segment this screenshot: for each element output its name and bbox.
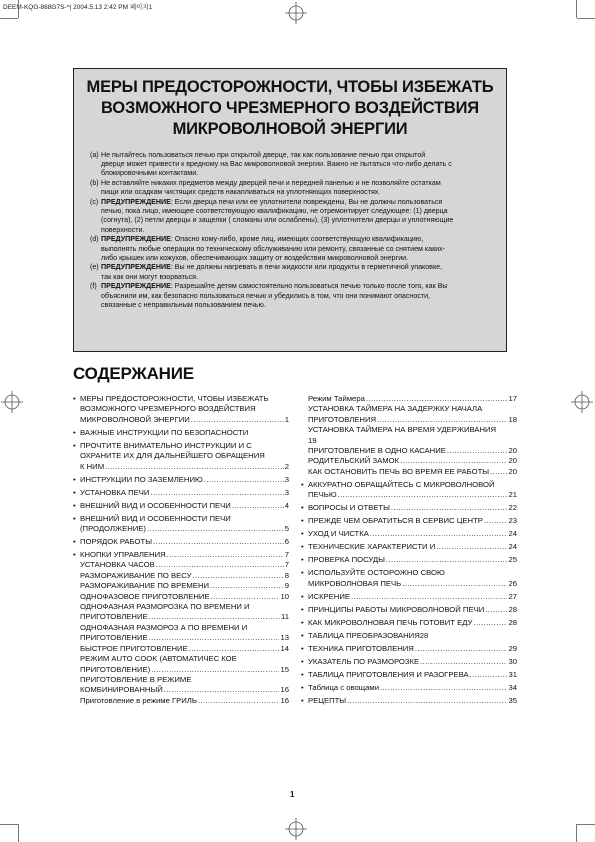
toc-entry-line	[308, 555, 517, 565]
toc-bullet: •	[73, 550, 76, 560]
toc-bullet: •	[301, 669, 304, 679]
toc-entry	[301, 467, 517, 477]
toc-entry-line	[80, 537, 289, 547]
toc-leader-dots	[191, 415, 284, 425]
precaution-line: либо крышек или кожухов, обеспечивающих защиту от воздействия микроволновой энергии.	[101, 253, 409, 262]
toc-entry-text: УСТАНОВКА ЧАСОВ	[80, 560, 155, 570]
toc-entry-line	[308, 670, 517, 680]
toc-entry	[301, 516, 517, 526]
toc-entry-text: УСТАНОВКА ТАЙМЕРА НА ЗАДЕРЖКУ НАЧАЛА	[308, 404, 483, 414]
toc-leader-dots	[386, 555, 507, 565]
toc-entry-text: КНОПКИ УПРАВЛЕНИЯ	[80, 550, 166, 560]
toc-entry	[73, 550, 289, 560]
page-number: 1	[290, 790, 295, 799]
toc-entry-text: ПРОЧТИТЕ ВНИМАТЕЛЬНО ИНСТРУКЦИИ И С	[80, 440, 252, 450]
toc-page-number: 10	[280, 591, 289, 601]
toc-page-number: 5	[284, 524, 289, 534]
toc-entry	[73, 623, 289, 644]
toc-entry	[73, 654, 289, 675]
toc-page-number: 28	[508, 617, 517, 627]
precaution-label: (a)	[90, 151, 99, 159]
precaution-item	[90, 151, 510, 179]
toc-page-number: 22	[508, 503, 517, 513]
precaution-item	[90, 263, 510, 281]
toc-entry-text: ПРИГОТОВЛЕНИЯ	[308, 414, 377, 424]
toc-entry-text: ТАБЛИЦА ПРЕОБРАЗОВАНИЯ28	[308, 630, 429, 640]
toc-page-number: 34	[508, 682, 517, 692]
toc-entry-text: ПРЕЖДЕ ЧЕМ ОБРАТИТЬСЯ В СЕРВИС ЦЕНТР	[308, 516, 483, 526]
toc-entry	[73, 560, 289, 570]
toc-page-number: 13	[280, 633, 289, 643]
toc-entry-text: УХОД И ЧИСТКА	[308, 529, 369, 539]
toc-entry-text: ВОЗМОЖНОГО ЧРЕЗМЕРНОГО ВОЗДЕЙСТВИЯ	[80, 404, 256, 414]
toc-leader-dots	[377, 415, 507, 425]
toc-entry	[301, 657, 517, 667]
crop-mark	[18, 824, 19, 842]
toc-page-number: 23	[508, 516, 517, 526]
toc-entry	[301, 394, 517, 404]
toc-entry-text: УКАЗАТЕЛЬ ПО РАЗМОРОЗКЕ	[308, 656, 420, 666]
toc-page-number: 24	[508, 542, 517, 552]
toc-entry-text: ИНСТРУКЦИИ ПО ЗАЗЕМЛЕНИЮ	[80, 474, 203, 484]
toc-leader-dots	[232, 501, 284, 511]
toc-leader-dots	[473, 618, 507, 628]
crop-mark	[18, 0, 19, 18]
toc-entry	[301, 446, 517, 456]
toc-entry-text: РАЗМОРАЖИВАНИЕ ПО ВРЕМЕНИ	[80, 581, 210, 591]
toc-entry-line	[308, 394, 517, 404]
toc-entry	[301, 683, 517, 693]
toc-entry-text: БЫСТРОЕ ПРИГОТОВЛЕНИЕ	[80, 643, 188, 653]
toc-entry-text: РЕЦЕПТЫ	[308, 695, 347, 705]
toc-entry	[301, 404, 517, 425]
toc-entry-text: МИКРОВОЛНОВОЙ ЭНЕРГИИ	[80, 414, 190, 424]
toc-bullet: •	[301, 555, 304, 565]
toc-leader-dots	[415, 644, 508, 654]
precaution-line: ПРЕДУПРЕЖДЕНИЕ: Разрешайте детям самостоятельно пользоваться печью только после того, как Вы	[101, 282, 448, 291]
toc-leader-dots	[153, 537, 284, 547]
toc-entry-text: Таблица с овощами	[308, 682, 379, 692]
precaution-text	[101, 282, 510, 310]
toc-entry-line	[308, 516, 517, 526]
precaution-text	[101, 198, 510, 235]
toc-bullet: •	[301, 529, 304, 539]
toc-entry	[301, 425, 517, 446]
toc-bullet: •	[73, 537, 76, 547]
toc-entry-line	[308, 644, 517, 654]
toc-entry-text: ПОРЯДОК РАБОТЫ	[80, 537, 152, 547]
toc-bullet: •	[301, 479, 304, 489]
toc-page-number: 16	[280, 695, 289, 705]
toc-entry-line	[308, 467, 517, 477]
toc-bullet: •	[73, 440, 76, 450]
toc-entry-text: ТЕХНИЧЕСКИЕ ХАРАКТЕРИСТИ И	[308, 542, 436, 552]
toc-page-number: 20	[508, 466, 517, 476]
toc-entry-text: КОМБИНИРОВАННЫЙ	[80, 685, 163, 695]
toc-entry-text: ИСПОЛЬЗУЙТЕ ОСТОРОЖНО СВОЮ	[308, 568, 445, 578]
toc-entry-text: ПРОВЕРКА ПОСУДЫ	[308, 555, 385, 565]
toc-leader-dots	[149, 612, 280, 622]
toc-entry	[73, 501, 289, 511]
toc-leader-dots	[167, 550, 284, 560]
toc-bullet: •	[73, 427, 76, 437]
toc-leader-dots	[447, 446, 508, 456]
toc-entry-text: (ПРОДОЛЖЕНИЕ)	[80, 524, 146, 534]
toc-entry-line	[80, 571, 289, 581]
toc-leader-dots	[490, 467, 507, 477]
toc-entry	[73, 644, 289, 654]
toc-entry-line	[80, 696, 289, 706]
toc-entry-text: ПРИГОТОВЛЕНИЕ)	[80, 664, 151, 674]
toc-entry	[73, 441, 289, 472]
toc-leader-dots	[211, 592, 280, 602]
precaution-label: (d)	[90, 235, 99, 244]
toc-entry-line	[308, 503, 517, 513]
toc-entry-text: ВНЕШНИЙ ВИД И ОСОБЕННОСТИ ПЕЧИ	[80, 500, 231, 510]
toc-entry-line	[80, 633, 289, 643]
precaution-item	[90, 198, 510, 235]
toc-bullet: •	[301, 591, 304, 601]
toc-entry-line	[80, 685, 289, 695]
crop-mark	[576, 0, 577, 18]
toc-page-number: 17	[508, 394, 517, 403]
toc-leader-dots	[147, 524, 284, 534]
toc-entry	[301, 503, 517, 513]
precaution-text	[101, 179, 510, 197]
precaution-label: (b)	[90, 179, 99, 188]
toc-page-number: 20	[508, 446, 517, 456]
toc-leader-dots	[189, 644, 280, 654]
precaution-text	[101, 263, 510, 281]
toc-entry-text: ВОПРОСЫ И ОТВЕТЫ	[308, 503, 390, 513]
toc-entry	[301, 605, 517, 615]
precaution-item	[90, 179, 510, 197]
toc-entry-line	[308, 542, 517, 552]
toc-page-number: 7	[284, 560, 289, 570]
toc-page-number: 9	[284, 581, 289, 591]
toc-entry-text: УСТАНОВКА ТАЙМЕРА НА ВРЕМЯ УДЕРЖИВАНИЯ	[308, 425, 497, 435]
toc-leader-dots	[351, 592, 507, 602]
toc-entry-line	[308, 605, 517, 615]
toc-entry-line	[80, 592, 289, 602]
toc-page-number: 30	[508, 656, 517, 666]
toc-page-number: 29	[508, 643, 517, 653]
toc-bullet: •	[301, 630, 304, 640]
toc-bullet: •	[301, 682, 304, 692]
toc-entry-line	[80, 644, 289, 654]
toc-leader-dots	[338, 490, 508, 500]
precaution-label: (f)	[90, 282, 97, 291]
toc-entry-text: ОХРАНИТЕ ИХ ДЛЯ ДАЛЬНЕЙШЕГО ОБРАЩЕНИЯ	[80, 451, 265, 461]
toc-leader-dots	[436, 542, 507, 552]
toc-bullet: •	[301, 643, 304, 653]
registration-mark-right	[571, 391, 593, 413]
toc-leader-dots	[204, 475, 284, 485]
crop-mark	[577, 824, 595, 825]
toc-entry-line	[308, 490, 517, 500]
toc-entry-text: ОДНОФАЗНАЯ РАЗМОРОЗКА ПО ВРЕМЕНИ И	[80, 602, 250, 612]
toc-bullet: •	[301, 516, 304, 526]
print-header-strip: DEEM-KQG-868G7S-^| 2004.5.13 2:42 PM 페이지1	[3, 4, 153, 11]
toc-entry	[73, 602, 289, 623]
toc-leader-dots	[210, 581, 284, 591]
registration-mark-bottom	[285, 818, 307, 840]
toc-entry-text: ОДНОФАЗНАЯ РАЗМОРОЗ А ПО ВРЕМЕНИ И	[80, 622, 248, 632]
toc-bullet: •	[301, 604, 304, 614]
toc-entry	[73, 394, 289, 425]
warning-keyword: ПРЕДУПРЕЖДЕНИЕ	[101, 198, 171, 207]
toc-entry-text: ПРИГОТОВЛЕНИЕ В РЕЖИМЕ	[80, 674, 192, 684]
toc-entry-text: МЕРЫ ПРЕДОСТОРОЖНОСТИ, ЧТОБЫ ИЗБЕЖАТЬ	[80, 394, 269, 403]
crop-mark	[576, 824, 577, 842]
toc-entry	[301, 631, 517, 641]
toc-leader-dots	[402, 579, 507, 589]
toc-entry	[301, 696, 517, 706]
toc-leader-dots	[380, 683, 507, 693]
toc-entry-line	[308, 446, 517, 456]
toc-entry	[301, 529, 517, 539]
toc-page-number: 20	[508, 456, 517, 466]
toc-entry-text: ИСКРЕНИЕ	[308, 591, 351, 601]
toc-entry-text: РОДИТЕЛЬСКИЙ ЗАМОК	[308, 456, 400, 466]
toc-entry-line	[308, 529, 517, 539]
precaution-item	[90, 235, 510, 263]
toc-title: СОДЕРЖАНИЕ	[73, 364, 194, 383]
precautions-title-line: ВОЗМОЖНОГО ЧРЕЗМЕРНОГО ВОЗДЕЙСТВИЯ	[101, 99, 479, 117]
toc-bullet: •	[73, 513, 76, 523]
toc-entry	[301, 542, 517, 552]
precautions-title-line: МЕРЫ ПРЕДОСТОРОЖНОСТИ, ЧТОБЫ ИЗБЕЖАТЬ	[86, 78, 494, 96]
toc-entry	[73, 428, 289, 438]
toc-entry-line	[80, 488, 289, 498]
toc-entry-line	[308, 415, 517, 425]
toc-page-number: 6	[284, 537, 289, 547]
toc-entry-text: ТЕХНИКА ПРИГОТОВЛЕНИЯ	[308, 643, 414, 653]
toc-entry-line	[80, 415, 289, 425]
toc-entry-line	[80, 665, 289, 675]
toc-entry-line	[308, 456, 517, 466]
toc-bullet: •	[73, 500, 76, 510]
toc-entry-text: К НИМ	[80, 461, 105, 471]
toc-entry-text: УСТАНОВКА ПЕЧИ	[80, 487, 150, 497]
precaution-line: поверхности.	[101, 225, 145, 234]
toc-page-number: 3	[284, 487, 289, 497]
toc-page-number: 16	[280, 685, 289, 695]
toc-entry	[73, 488, 289, 498]
toc-entry	[301, 670, 517, 680]
toc-entry-text: РЕЖИМ AUTO COOK (АВТОМАТИЧЕС КОЕ	[80, 654, 237, 664]
precautions-box	[73, 68, 507, 352]
toc-bullet: •	[301, 542, 304, 552]
toc-entry-line	[80, 550, 289, 560]
toc-entry-line	[80, 560, 289, 570]
toc-page-number: 26	[508, 578, 517, 588]
toc-leader-dots	[156, 560, 284, 570]
precaution-line: так как они могут взорваться.	[101, 272, 198, 281]
precautions-list	[90, 151, 510, 310]
toc-bullet: •	[73, 474, 76, 484]
toc-leader-dots	[420, 657, 507, 667]
toc-page-number: 35	[508, 695, 517, 705]
toc-leader-dots	[164, 685, 280, 695]
crop-mark	[0, 824, 18, 825]
toc-bullet: •	[301, 695, 304, 705]
toc-entry-line	[80, 475, 289, 485]
toc-page-number: 2	[284, 461, 289, 471]
toc-entry-text: ПРИГОТОВЛЕНИЕ	[80, 612, 148, 622]
toc-entry	[301, 480, 517, 501]
toc-entry	[301, 644, 517, 654]
toc-page-number: 3	[284, 474, 289, 484]
warning-keyword: ПРЕДУПРЕЖДЕНИЕ	[101, 263, 171, 272]
precaution-line: Не вставляйте никаких предметов между дверцей печи и передней панелью и не позволяйте остаткам	[101, 179, 441, 188]
precautions-title-line: МИКРОВОЛНОВОЙ ЭНЕРГИИ	[172, 120, 408, 138]
precaution-line: ПРЕДУПРЕЖДЕНИЕ: Вы не должны нагревать в печи жидкости или продукты в герметичной упаковке,	[101, 263, 443, 272]
toc-leader-dots	[485, 605, 507, 615]
toc-entry-text: ПРИГОТОВЛЕНИЕ	[80, 633, 148, 643]
precaution-item	[90, 282, 510, 310]
toc-entry	[73, 592, 289, 602]
toc-entry-line	[308, 592, 517, 602]
toc-entry-line	[308, 696, 517, 706]
toc-page-number: 1	[284, 414, 289, 424]
toc-leader-dots	[151, 665, 279, 675]
toc-entry-line	[308, 579, 517, 589]
toc-leader-dots	[347, 696, 507, 706]
toc-column-left	[73, 394, 289, 706]
toc-entry	[301, 568, 517, 589]
crop-mark	[577, 18, 595, 19]
toc-page-number: 4	[284, 500, 289, 510]
toc-bullet: •	[73, 394, 76, 403]
toc-entry-text: Режим Таймера	[308, 394, 365, 403]
toc-entry	[301, 592, 517, 602]
toc-entry-line	[80, 612, 289, 622]
toc-entry	[73, 675, 289, 696]
toc-column-right	[301, 394, 517, 709]
precaution-line: ПРЕДУПРЕЖДЕНИЕ: Опасно кому-либо, кроме лиц, имеющих соответствующую квалификацию,	[101, 235, 424, 244]
toc-page-number: 14	[280, 643, 289, 653]
toc-entry	[73, 696, 289, 706]
toc-page-number: 8	[284, 570, 289, 580]
toc-leader-dots	[484, 516, 508, 526]
toc-leader-dots	[198, 696, 280, 706]
precaution-line: (согнута), (2) петли дверцы и защелки ( сломаны или ослаблены), (3) уплотнители дверцы и уплотняющие	[101, 216, 454, 225]
precaution-line: пищи или осадкам чистящих средств накапливаться на уплотняющих поверхностях.	[101, 188, 381, 197]
toc-bullet: •	[301, 656, 304, 666]
toc-entry-text: 19	[308, 435, 317, 445]
toc-entry-text: ПЕЧЬЮ	[308, 490, 337, 500]
precaution-line: печью, пока лицо, имеющее соответствующую квалификацию, не отремонтирует следующее: (1) дверца	[101, 207, 448, 216]
toc-page-number: 21	[508, 490, 517, 500]
precaution-line: выполнять любые операции по техническому обслуживанию или ремонту, связанные со снятием каких-	[101, 244, 446, 253]
toc-entry-line	[308, 657, 517, 667]
toc-entry	[73, 581, 289, 591]
toc-entry-text: КАК МИКРОВОЛНОВАЯ ПЕЧЬ ГОТОВИТ ЕДУ	[308, 617, 473, 627]
warning-keyword: ПРЕДУПРЕЖДЕНИЕ	[101, 235, 171, 244]
toc-entry-line	[308, 618, 517, 628]
precaution-line: связанные с неправильным пользованием печью.	[101, 300, 266, 309]
toc-entry-text: ПРИНЦИПЫ РАБОТЫ МИКРОВОЛНОВОЙ ПЕЧИ	[308, 604, 485, 614]
toc-leader-dots	[370, 529, 508, 539]
toc-leader-dots	[105, 462, 284, 472]
toc-entry-text: ТАБЛИЦА ПРИГОТОВЛЕНИЯ И РАЗОГРЕВА	[308, 669, 469, 679]
toc-entry	[301, 555, 517, 565]
toc-leader-dots	[150, 488, 283, 498]
toc-page-number: 7	[284, 550, 289, 560]
toc-entry-line	[80, 581, 289, 591]
toc-entry-text: ВНЕШНИЙ ВИД И ОСОБЕННОСТИ ПЕЧИ	[80, 513, 231, 523]
toc-bullet: •	[73, 487, 76, 497]
toc-leader-dots	[400, 456, 507, 466]
precaution-text	[101, 151, 510, 179]
toc-bullet: •	[301, 617, 304, 627]
toc-entry-line	[308, 683, 517, 693]
precaution-label: (e)	[90, 263, 99, 272]
toc-page-number: 15	[280, 664, 289, 674]
toc-entry-line	[80, 462, 289, 472]
toc-entry	[73, 514, 289, 535]
precaution-text	[101, 235, 510, 263]
toc-leader-dots	[149, 633, 280, 643]
toc-entry	[73, 571, 289, 581]
precaution-line: объяснили им, как безопасно пользоваться печью и убедились в том, что они понимают опасности,	[101, 291, 431, 300]
precaution-line: блокировочными контактами.	[101, 169, 199, 178]
toc-page-number: 11	[281, 612, 289, 622]
toc-leader-dots	[192, 571, 283, 581]
toc-entry-line	[80, 501, 289, 511]
toc-leader-dots	[366, 394, 508, 404]
toc-bullet: •	[301, 568, 304, 578]
toc-entry-text: МИКРОВОЛНОВАЯ ПЕЧЬ	[308, 578, 402, 588]
toc-entry-text: РАЗМОРАЖИВАНИЕ ПО ВЕСУ	[80, 570, 192, 580]
toc-entry-text: ОДНОФАЗОВОЕ ПРИГОТОВЛЕНИЕ	[80, 591, 210, 601]
toc-leader-dots	[391, 503, 508, 513]
toc-entry-text: АККУРАТНО ОБРАЩАЙТЕСЬ С МИКРОВОЛНОВОЙ	[308, 479, 495, 489]
warning-keyword: ПРЕДУПРЕЖДЕНИЕ	[101, 282, 171, 291]
toc-page-number: 27	[508, 591, 517, 601]
toc-page-number: 18	[508, 414, 517, 424]
toc-entry	[301, 456, 517, 466]
toc-entry-text: Приготовление в режиме ГРИЛЬ	[80, 695, 197, 705]
toc-entry-text: ВАЖНЫЕ ИНСТРУКЦИИ ПО БЕЗОПАСНОСТИ	[80, 427, 249, 437]
toc-page-number: 31	[508, 669, 517, 679]
toc-entry-text: ПРИГОТОВЛЕНИЕ В ОДНО КАСАНИЕ	[308, 446, 446, 456]
toc-bullet: •	[301, 503, 304, 513]
precautions-title	[74, 77, 506, 140]
toc-page-number: 24	[508, 529, 517, 539]
precaution-label: (c)	[90, 198, 99, 207]
toc-entry	[73, 537, 289, 547]
registration-mark-left	[1, 391, 23, 413]
toc-page-number: 28	[508, 604, 517, 614]
precaution-line: дверце может привести к вредному на Вас микроволновой энергии. Важно не пытаться что-либо делать с	[101, 160, 452, 169]
crop-mark	[0, 18, 18, 19]
toc-entry-text: КАК ОСТАНОВИТЬ ПЕЧЬ ВО ВРЕМЯ ЕЕ РАБОТЫ	[308, 466, 490, 476]
precaution-line: ПРЕДУПРЕЖДЕНИЕ: Если дверца печи или ее уплотнители повреждены, Вы не должны пользоваться	[101, 198, 443, 207]
toc-leader-dots	[470, 670, 508, 680]
toc-entry-line	[80, 524, 289, 534]
toc-page-number: 25	[508, 555, 517, 565]
toc-entry	[301, 618, 517, 628]
toc-entry	[73, 475, 289, 485]
precaution-line: Не пытайтесь пользоваться печью при открытой дверце, так как пользование печью при открытой	[101, 151, 426, 159]
registration-mark-top	[285, 2, 307, 24]
